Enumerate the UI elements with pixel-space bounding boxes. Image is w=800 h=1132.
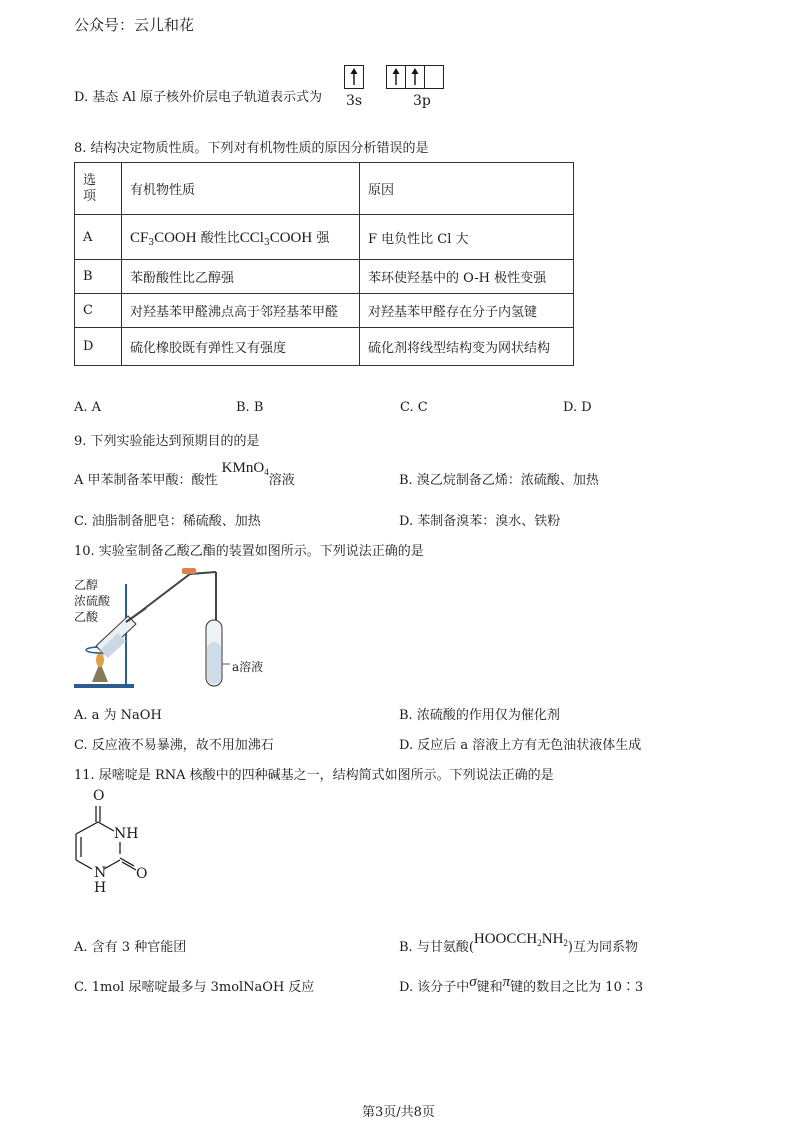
table-header-cell	[75, 163, 122, 215]
q11-option-c[interactable]: C. 1mol 尿嘧啶最多与 3molNaOH 反应	[74, 980, 315, 995]
option-text: B. 与甘氨酸(	[399, 940, 474, 955]
q11-option-a[interactable]: A. 含有 3 种官能团	[74, 940, 187, 955]
q10-option-a[interactable]: A. a 为 NaOH	[74, 708, 162, 723]
atom-o-right: O	[136, 866, 148, 882]
option-text: 溶液	[268, 473, 295, 488]
label-ethanol: 乙醇	[74, 578, 99, 592]
q9-option-b[interactable]: B. 溴乙烷制备乙烯：浓硫酸、加热	[399, 473, 599, 488]
subscript: 4	[264, 467, 269, 477]
label-a-solution: a溶液	[232, 660, 264, 674]
q11-option-d[interactable]	[399, 976, 643, 996]
table-header-row	[75, 163, 574, 215]
atom-o-top: O	[93, 788, 105, 804]
label-sulfuric-acid: 浓硫酸	[74, 594, 111, 608]
table-row	[75, 294, 574, 328]
row-reason: 对羟基苯甲醛存在分子内氢键	[360, 294, 574, 328]
q10-stem: 10. 实验室制备乙酸乙酯的装置如图所示。下列说法正确的是	[74, 544, 424, 559]
formula-kmno4	[222, 460, 269, 476]
q10-option-d[interactable]: D. 反应后 a 溶液上方有无色油状液体生成	[399, 738, 642, 753]
option-text: 键的数目之比为 10∶3	[510, 980, 644, 995]
q11-option-b[interactable]	[399, 931, 638, 956]
q9-stem: 9. 下列实验能达到预期目的的是	[74, 434, 260, 449]
atom-n: N	[94, 865, 107, 881]
option-text: A 甲苯制备苯甲酸：酸性	[74, 473, 218, 488]
q8-stem: 8. 结构决定物质性质。下列对有机物性质的原因分析错误的是	[74, 141, 429, 156]
table-row	[75, 328, 574, 366]
table-row	[75, 215, 574, 260]
row-key: D	[75, 328, 122, 366]
row-property: 硫化橡胶既有弹性又有强度	[122, 328, 360, 366]
row-key: C	[75, 294, 122, 328]
formula-cf3cooh: CF	[130, 230, 149, 246]
q8-answer-d[interactable]: D. D	[563, 400, 592, 415]
table-header-cell: 原因	[360, 163, 574, 215]
option-text: 键和	[476, 980, 503, 995]
q8-options-table	[74, 162, 574, 366]
up-arrow-icon	[345, 66, 363, 88]
row-property-text: 强	[316, 231, 330, 246]
atom-h: H	[94, 880, 107, 896]
q8-answer-c[interactable]: C. C	[400, 400, 428, 415]
page-header: 公众号：云儿和花	[74, 16, 195, 34]
formula-part: KMnO	[221, 460, 265, 476]
row-property	[122, 215, 360, 260]
orbital-3p-box-2	[405, 65, 425, 89]
formula-part: HOOCCH	[473, 931, 538, 947]
subscript: 3	[148, 238, 155, 248]
q8-answer-a[interactable]: A. A	[74, 400, 102, 415]
option-text: )互为同系物	[567, 940, 638, 955]
up-arrow-icon	[387, 66, 405, 88]
table-header-cell: 有机物性质	[122, 163, 360, 215]
row-property: 对羟基苯甲醛沸点高于邻羟基苯甲醛	[122, 294, 360, 328]
table-row	[75, 260, 574, 294]
row-reason: 硫化剂将线型结构变为网状结构	[360, 328, 574, 366]
subscript: 2	[537, 938, 542, 948]
row-reason: F 电负性比 Cl 大	[360, 215, 574, 260]
q8-answer-b[interactable]: B. B	[236, 400, 264, 415]
formula-part: COOH	[154, 230, 197, 246]
q11-stem: 11. 尿嘧啶是 RNA 核酸中的四种碱基之一，结构简式如图所示。下列说法正确的是	[74, 768, 554, 783]
orbital-label-3p: 3p	[413, 93, 431, 109]
q10-option-b[interactable]: B. 浓硫酸的作用仅为催化剂	[399, 708, 560, 723]
q10-option-c[interactable]: C. 反应液不易暴沸，故不用加沸石	[74, 738, 274, 753]
distillation-apparatus-diagram	[70, 562, 310, 696]
q9-option-c[interactable]: C. 油脂制备肥皂：稀硫酸、加热	[74, 514, 261, 529]
page-number: 第3页/共8页	[362, 1105, 435, 1120]
q7-option-d-text: D. 基态 Al 原子核外价层电子轨道表示式为	[74, 90, 323, 105]
uracil-ring-diagram	[70, 790, 170, 900]
q9-option-d[interactable]: D. 苯制备溴苯：溴水、铁粉	[399, 514, 561, 529]
orbital-3p-box-1	[386, 65, 406, 89]
up-arrow-icon	[406, 66, 424, 88]
formula-glycine	[474, 931, 568, 947]
subscript: 3	[263, 238, 270, 248]
row-property-text: 酸性比	[200, 231, 240, 246]
row-key: A	[75, 215, 122, 260]
formula-part: NH	[541, 931, 564, 947]
formula-ccl3cooh: CCl	[239, 230, 264, 246]
label-acetic-acid: 乙酸	[74, 610, 99, 624]
orbital-label-3s: 3s	[346, 93, 363, 109]
row-key: B	[75, 260, 122, 294]
row-property: 苯酚酸性比乙醇强	[122, 260, 360, 294]
orbital-3p-box-3	[424, 65, 444, 89]
formula-part: COOH	[269, 230, 313, 246]
sigma-symbol: σ	[469, 974, 477, 990]
q9-option-a[interactable]	[74, 460, 295, 489]
option-text: D. 该分子中	[399, 980, 470, 995]
header-option: 选项	[83, 172, 97, 204]
atom-nh: NH	[114, 826, 139, 842]
pi-symbol: π	[502, 974, 511, 990]
subscript: 2	[563, 938, 568, 948]
orbital-3s-box	[344, 65, 364, 89]
row-reason: 苯环使羟基中的 O-H 极性变强	[360, 260, 574, 294]
